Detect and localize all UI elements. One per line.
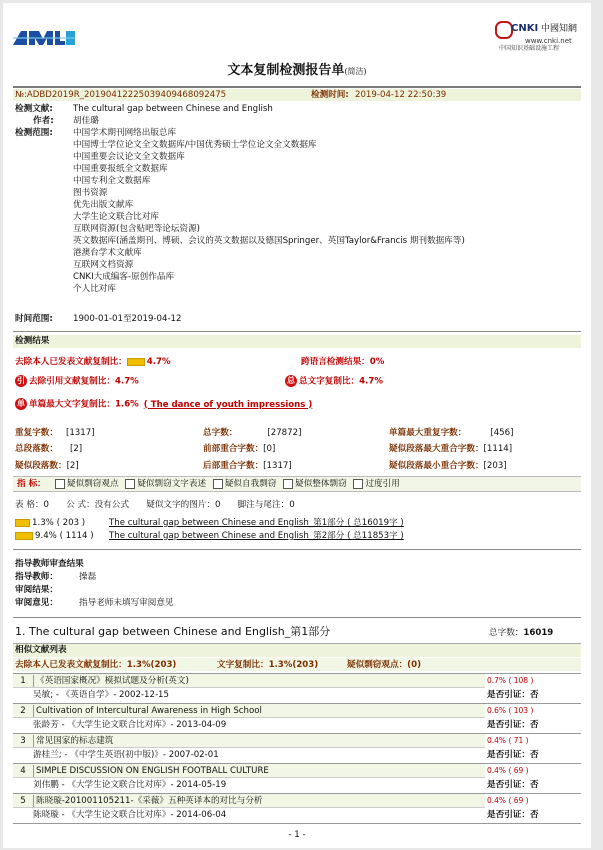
item-title[interactable]: Cultivation of Intercultural Awareness in High School	[33, 705, 262, 717]
scope-list	[73, 127, 465, 295]
part-link[interactable]: The cultural gap between Chinese and English_第1部分 ( 总16019字 )	[109, 518, 404, 528]
item-meta: 刘伟鹏 - 《大学生论文联合比对库》- 2014-05-19	[33, 780, 227, 790]
page-number: - 1 -	[288, 830, 306, 840]
item-pct: 0.7% ( 108 )	[487, 676, 534, 685]
part1-total-label: 总字数：	[489, 628, 524, 638]
item-meta: 吴敏; - 《英语自学》- 2002-12-15	[33, 690, 169, 700]
teacher-label: 指导教师：	[15, 572, 58, 582]
scope-item: 图书资源	[73, 188, 108, 198]
indicator-checkbox[interactable]	[55, 479, 65, 489]
results-section-title: 检测结果	[15, 336, 50, 346]
indicator-checkbox[interactable]	[213, 479, 223, 489]
excl-self-bar	[127, 358, 145, 366]
scope-item: 中国重要报纸全文数据库	[73, 164, 168, 174]
part-link[interactable]: The cultural gap between Chinese and English_第2部分 ( 总11853字 )	[109, 531, 404, 541]
teacher-value: 操磊	[79, 572, 97, 582]
indicator-option: 过度引用	[365, 479, 400, 489]
scope-item: 个人比对库	[73, 284, 116, 294]
page-title: 文本复制检测报告单	[227, 63, 345, 78]
scope-item: 优先出版文献库	[73, 200, 134, 210]
list-item: 1 《英语国家概况》模拟试题及分析(英文) 吴敏; - 《英语自学》- 2002-12-15 0.7% ( 108 ) 是否引证：否	[13, 673, 581, 703]
list-item: 5 陈晓璇-201001105211-《采薇》五种英译本的对比与分析 陈晓璇 - 《大学生论文联合比对库》- 2014-06-04 0.4% ( 69 ) 是否引证：否	[13, 793, 581, 824]
indicator-option: 疑似自我剽窃	[224, 479, 277, 489]
scope-item: 互联网文档资源	[73, 260, 134, 270]
part1-metric: 疑似剽窃观点：(0)	[347, 660, 421, 670]
excl-self-value: 4.7%	[146, 357, 171, 367]
indicator-checkbox[interactable]	[125, 479, 135, 489]
stat-item: 总字数： [27872]	[203, 428, 302, 438]
cnki-logo: CNKI 中國知網 www.cnki.net 中国知识基础设施工程	[495, 21, 581, 53]
stat-item: 总段落数： [2]	[15, 444, 83, 454]
part1-metric: 去除本人已发表文献复制比：1.3%(203)	[15, 660, 177, 670]
indicator-checkbox[interactable]	[353, 479, 363, 489]
detect-time-label: 检测时间:	[311, 90, 349, 100]
single-label: 单篇最大文字复制比：	[29, 399, 115, 410]
total-value: 4.7%	[359, 376, 384, 387]
item-cite: 是否引证：否	[487, 810, 539, 820]
detect-time-value: 2019-04-12 22:50:39	[355, 90, 447, 100]
part-row: 1.3% ( 203 )	[15, 517, 85, 529]
part1-total-value: 16019	[523, 628, 554, 638]
part-row: 9.4% ( 1114 )	[15, 530, 94, 542]
similar-list-title: 相似文献列表	[15, 645, 67, 655]
report-page	[3, 3, 591, 848]
review-opinion-label: 审阅意见：	[15, 598, 58, 608]
scope-item: 中国重要会议论文全文数据库	[73, 152, 185, 162]
indicator-label: 指 标：	[17, 479, 46, 489]
item-cite: 是否引证：否	[487, 720, 539, 730]
scope-item: 中国专利全文数据库	[73, 176, 151, 186]
item-title[interactable]: 常见国家的标志建筑	[33, 735, 113, 747]
scope-item: CNKI大成编客-原创作品库	[73, 272, 175, 282]
item-cite: 是否引证：否	[487, 780, 539, 790]
list-item: 4 SIMPLE DISCUSSION ON ENGLISH FOOTBALL CULTURE 刘伟鹏 - 《大学生论文联合比对库》- 2014-05-19 0.4% ( 69 ) 是否引证：否	[13, 763, 581, 793]
stat-item: 疑似段落最小重合字数：[203]	[389, 461, 507, 471]
total-label: 总文字复制比：	[299, 376, 360, 387]
single-source-link[interactable]: ( The dance of youth impressions )	[143, 399, 313, 410]
indicator-option: 疑似剽窃文字表述	[137, 479, 207, 489]
range-label: 时间范围:	[15, 314, 53, 324]
page-title-suffix: (简洁)	[344, 67, 367, 76]
item-meta: 游桂兰; - 《中学生英语(初中版)》- 2007-02-01	[33, 750, 219, 760]
scope-item: 英文数据库(涵盖期刊、博硕、会议的英文数据以及德国Springer、英国Taylor&Francis 期刊数据库等)	[73, 236, 465, 246]
scope-item: 港澳台学术文献库	[73, 248, 142, 258]
total-icon: 总	[287, 376, 295, 385]
author-value: 胡佳璐	[73, 116, 99, 126]
misc-stats: 表 格：0 公 式：没有公式 疑似文字的图片：0 脚注与尾注：0	[15, 500, 295, 510]
stat-item: 疑似段落最大重合字数：[1114]	[389, 444, 513, 454]
cross-lang-label: 跨语言检测结果：	[301, 357, 370, 367]
review-title: 指导教师审查结果	[15, 559, 84, 569]
item-pct: 0.6% ( 103 )	[487, 706, 534, 715]
review-result-label: 审阅结果：	[15, 585, 58, 595]
single-icon: 单	[17, 399, 25, 408]
item-pct: 0.4% ( 69 )	[487, 766, 529, 775]
item-title[interactable]: 陈晓璇-201001105211-《采薇》五种英译本的对比与分析	[33, 795, 263, 807]
excl-self-label: 去除本人已发表文献复制比：	[15, 357, 127, 367]
stat-item: 单篇最大重复字数： [456]	[389, 428, 514, 438]
list-item: 3 常见国家的标志建筑 游桂兰; - 《中学生英语(初中版)》- 2007-02-01 0.4% ( 71 ) 是否引证：否	[13, 733, 581, 763]
scope-item: 互联网资源(包含贴吧等论坛资源)	[73, 224, 201, 234]
item-title[interactable]: SIMPLE DISCUSSION ON ENGLISH FOOTBALL CULTURE	[33, 765, 269, 777]
range-value: 1900-01-01至2019-04-12	[73, 314, 182, 324]
review-opinion-value: 指导老师未填写审阅意见	[79, 598, 174, 608]
item-cite: 是否引证：否	[487, 690, 539, 700]
single-value: 1.6%	[114, 399, 139, 410]
scope-item: 大学生论文联合比对库	[73, 212, 159, 222]
excl-quote-value: 4.7%	[114, 376, 139, 387]
stat-item: 前部重合字数：[0]	[203, 444, 276, 454]
report-id: №:ADBD2019R_20190412225039409468092475	[15, 90, 227, 100]
doc-label: 检测文献:	[15, 104, 53, 114]
item-meta: 陈晓璇 - 《大学生论文联合比对库》- 2014-06-04	[33, 810, 227, 820]
stat-item: 疑似段落数：[2]	[15, 461, 79, 471]
part-bar	[15, 519, 30, 527]
item-title[interactable]: 《英语国家概况》模拟试题及分析(英文)	[33, 675, 189, 687]
part1-title: 1. The cultural gap between Chinese and English_第1部分	[15, 625, 331, 638]
item-pct: 0.4% ( 69 )	[487, 796, 529, 805]
stat-item: 后部重合字数：[1317]	[203, 461, 292, 471]
amlc-logo	[13, 27, 75, 49]
list-item: 2 Cultivation of Intercultural Awareness in High School 张龄芳 - 《大学生论文联合比对库》- 2013-04-09 0.6% ( 103 ) 是否引证：否	[13, 703, 581, 733]
indicator-option: 疑似整体剽窃	[295, 479, 347, 489]
part1-metric: 文字复制比：1.3%(203)	[217, 660, 319, 670]
part-bar	[15, 532, 33, 540]
similar-list	[13, 673, 581, 824]
stat-item: 重复字数： [1317]	[15, 428, 95, 438]
item-meta: 张龄芳 - 《大学生论文联合比对库》- 2013-04-09	[33, 720, 227, 730]
scope-label: 检测范围:	[15, 128, 53, 138]
scope-item: 中国学术期刊网络出版总库	[73, 128, 177, 138]
excl-quote-label: 去除引用文献复制比：	[29, 376, 115, 387]
cross-lang-value: 0%	[369, 357, 385, 367]
quote-icon: 引	[17, 376, 25, 385]
scope-item: 中国博士学位论文全文数据库/中国优秀硕士学位论文全文数据库	[73, 140, 317, 150]
item-cite: 是否引证：否	[487, 750, 539, 760]
doc-value: The cultural gap between Chinese and English	[73, 104, 273, 114]
item-pct: 0.4% ( 71 )	[487, 736, 529, 745]
indicator-option: 疑似剽窃观点	[67, 479, 119, 489]
indicator-checkbox[interactable]	[283, 479, 293, 489]
author-label: 作者:	[33, 116, 54, 126]
